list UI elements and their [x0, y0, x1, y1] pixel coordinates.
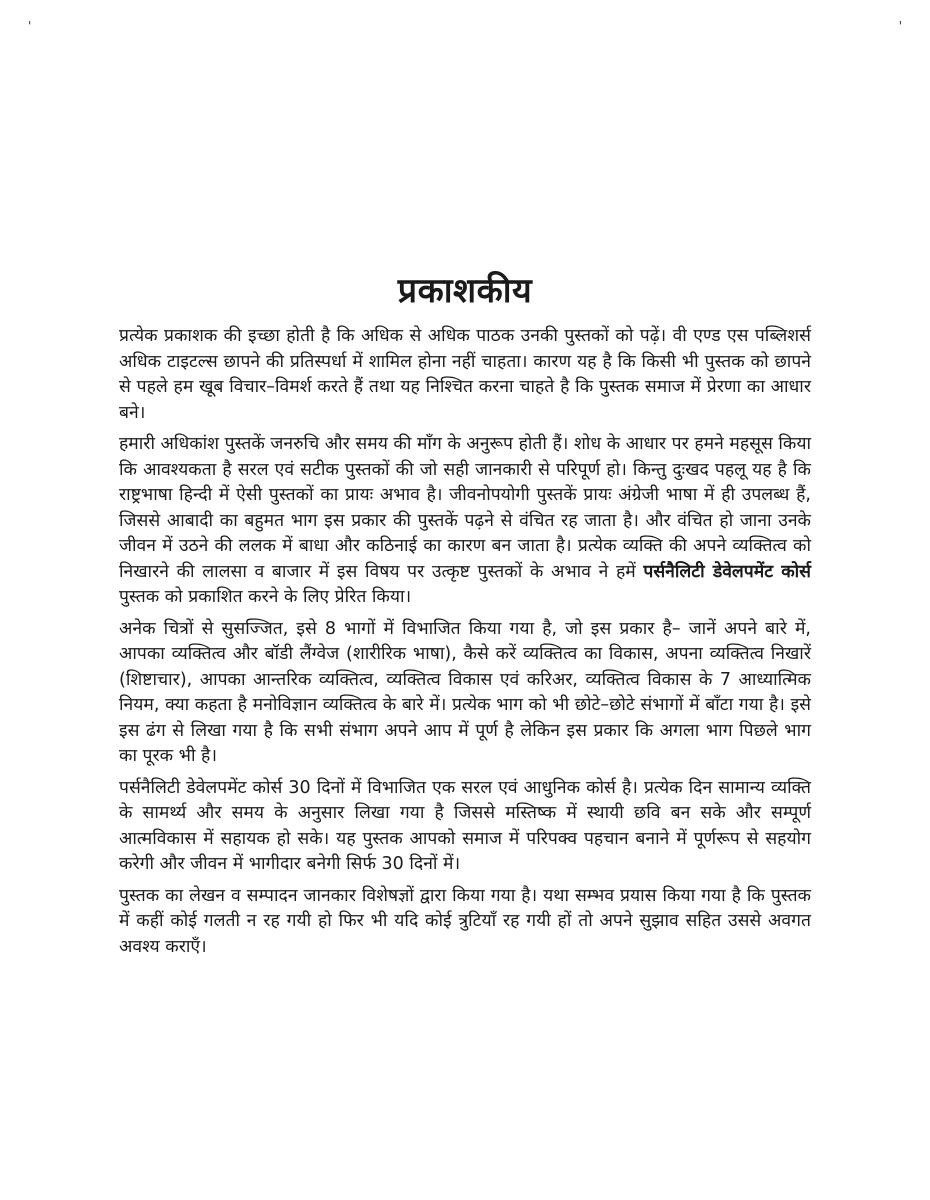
paragraph-2-text-after: पुस्तक को प्रकाशित करने के लिए प्रेरित किया। [119, 587, 412, 607]
paragraph-4: पर्सनैलिटी डेवेलपमेंट कोर्स 30 दिनों में विभाजित एक सरल एवं आधुनिक कोर्स है। प्रत्येक दिन सामान्य व्यक्ति के सामर्थ्य और समय के अनुसार लिखा गया है जिससे मस्तिष्क में स्थायी छवि बन सके और सम्पूर्ण आत्मविकास में सहायक हो सके। यह पुस्तक आपको समाज में परिपक्व पहचान बनाने में पूर्णरूप से सहयोग करेगी और जीवन में भागीदार बनेगी सिर्फ 30 दिनों में। [119, 777, 811, 874]
corner-mark-right: ' [898, 19, 902, 33]
paragraph-2-text-before: हमारी अधिकांश पुस्तकें जनरुचि और समय की माँग के अनुरूप होती हैं। शोध के आधार पर हमने महसूस किया कि आवश्यकता है सरल एवं सटीक पुस्तकों की जो सही जानकारी से परिपूर्ण हो। किन्तु दुःखद पहलू यह है कि राष्ट्रभाषा हिन्दी में ऐसी पुस्तकों का प्रायः अभाव है। जीवनोपयोगी पुस्तकें प्रायः अंग्रेजी भाषा में ही उपलब्ध हैं, जिससे आबादी का बहुमत भाग इस प्रकार की पुस्तकें पढ़ने से वंचित रह जाता है। और वंचित हो जाना उनके जीवन में उठने की ललक में बाधा और कठिनाई का कारण बन जाता है। प्रत्येक व्यक्ति की अपने व्यक्तित्व को निखारने की लालसा व बाजार में इस विषय पर उत्कृष्ट पुस्तकों के अभाव ने हमें [119, 434, 811, 582]
paragraph-2 [119, 432, 811, 611]
corner-mark-left: ' [28, 19, 32, 33]
paragraph-1: प्रत्येक प्रकाशक की इच्छा होती है कि अधिक से अधिक पाठक उनकी पुस्तकों को पढ़ें। वी एण्ड एस पब्लिशर्स अधिक टाइटल्स छापने की प्रतिस्पर्धा में शामिल होना नहीं चाहता। कारण यह है कि किसी भी पुस्तक को छापने से पहले हम खूब विचार–विमर्श करते हैं तथा यह निश्चित करना चाहते है कि पुस्तक समाज में प्रेरणा का आधार बने। [119, 326, 811, 423]
book-title-bold: पर्सनैलिटी डेवेलपमेंट कोर्स [643, 561, 811, 582]
paragraph-3: अनेक चित्रों से सुसज्जित, इसे 8 भागों में विभाजित किया गया है, जो इस प्रकार है– जानें अपने बारे में, आपका व्यक्तित्व और बॉडी लैंग्वेज (शारीरिक भाषा), कैसे करें व्यक्तित्व का विकास, अपना व्यक्तित्व निखारें (शिष्टाचार), आपका आन्तरिक व्यक्तित्व, व्यक्तित्व विकास एवं करिअर, व्यक्तित्व विकास के 7 आध्यात्मिक नियम, क्या कहता है मनोविज्ञान व्यक्तित्व के बारे में। प्रत्येक भाग को भी छोटे–छोटे संभागों में बाँटा गया है। इसे इस ढंग से लिखा गया है कि सभी संभाग अपने आप में पूर्ण है लेकिन इस प्रकार कि अगला भाग पिछले भाग का पूरक भी है। [119, 618, 811, 766]
body-text [119, 324, 811, 966]
paragraph-5: पुस्तक का लेखन व सम्पादन जानकार विशेषज्ञों द्वारा किया गया है। यथा सम्भव प्रयास किया गया है कि पुस्तक में कहीं कोई गलती न रह गयी हो फिर भी यदि कोई त्रुटियाँ रह गयी हों तो अपने सुझाव सहित उससे अवगत अवश्य कराएँ। [119, 885, 811, 957]
page-title: प्रकाशकीय [397, 270, 533, 311]
